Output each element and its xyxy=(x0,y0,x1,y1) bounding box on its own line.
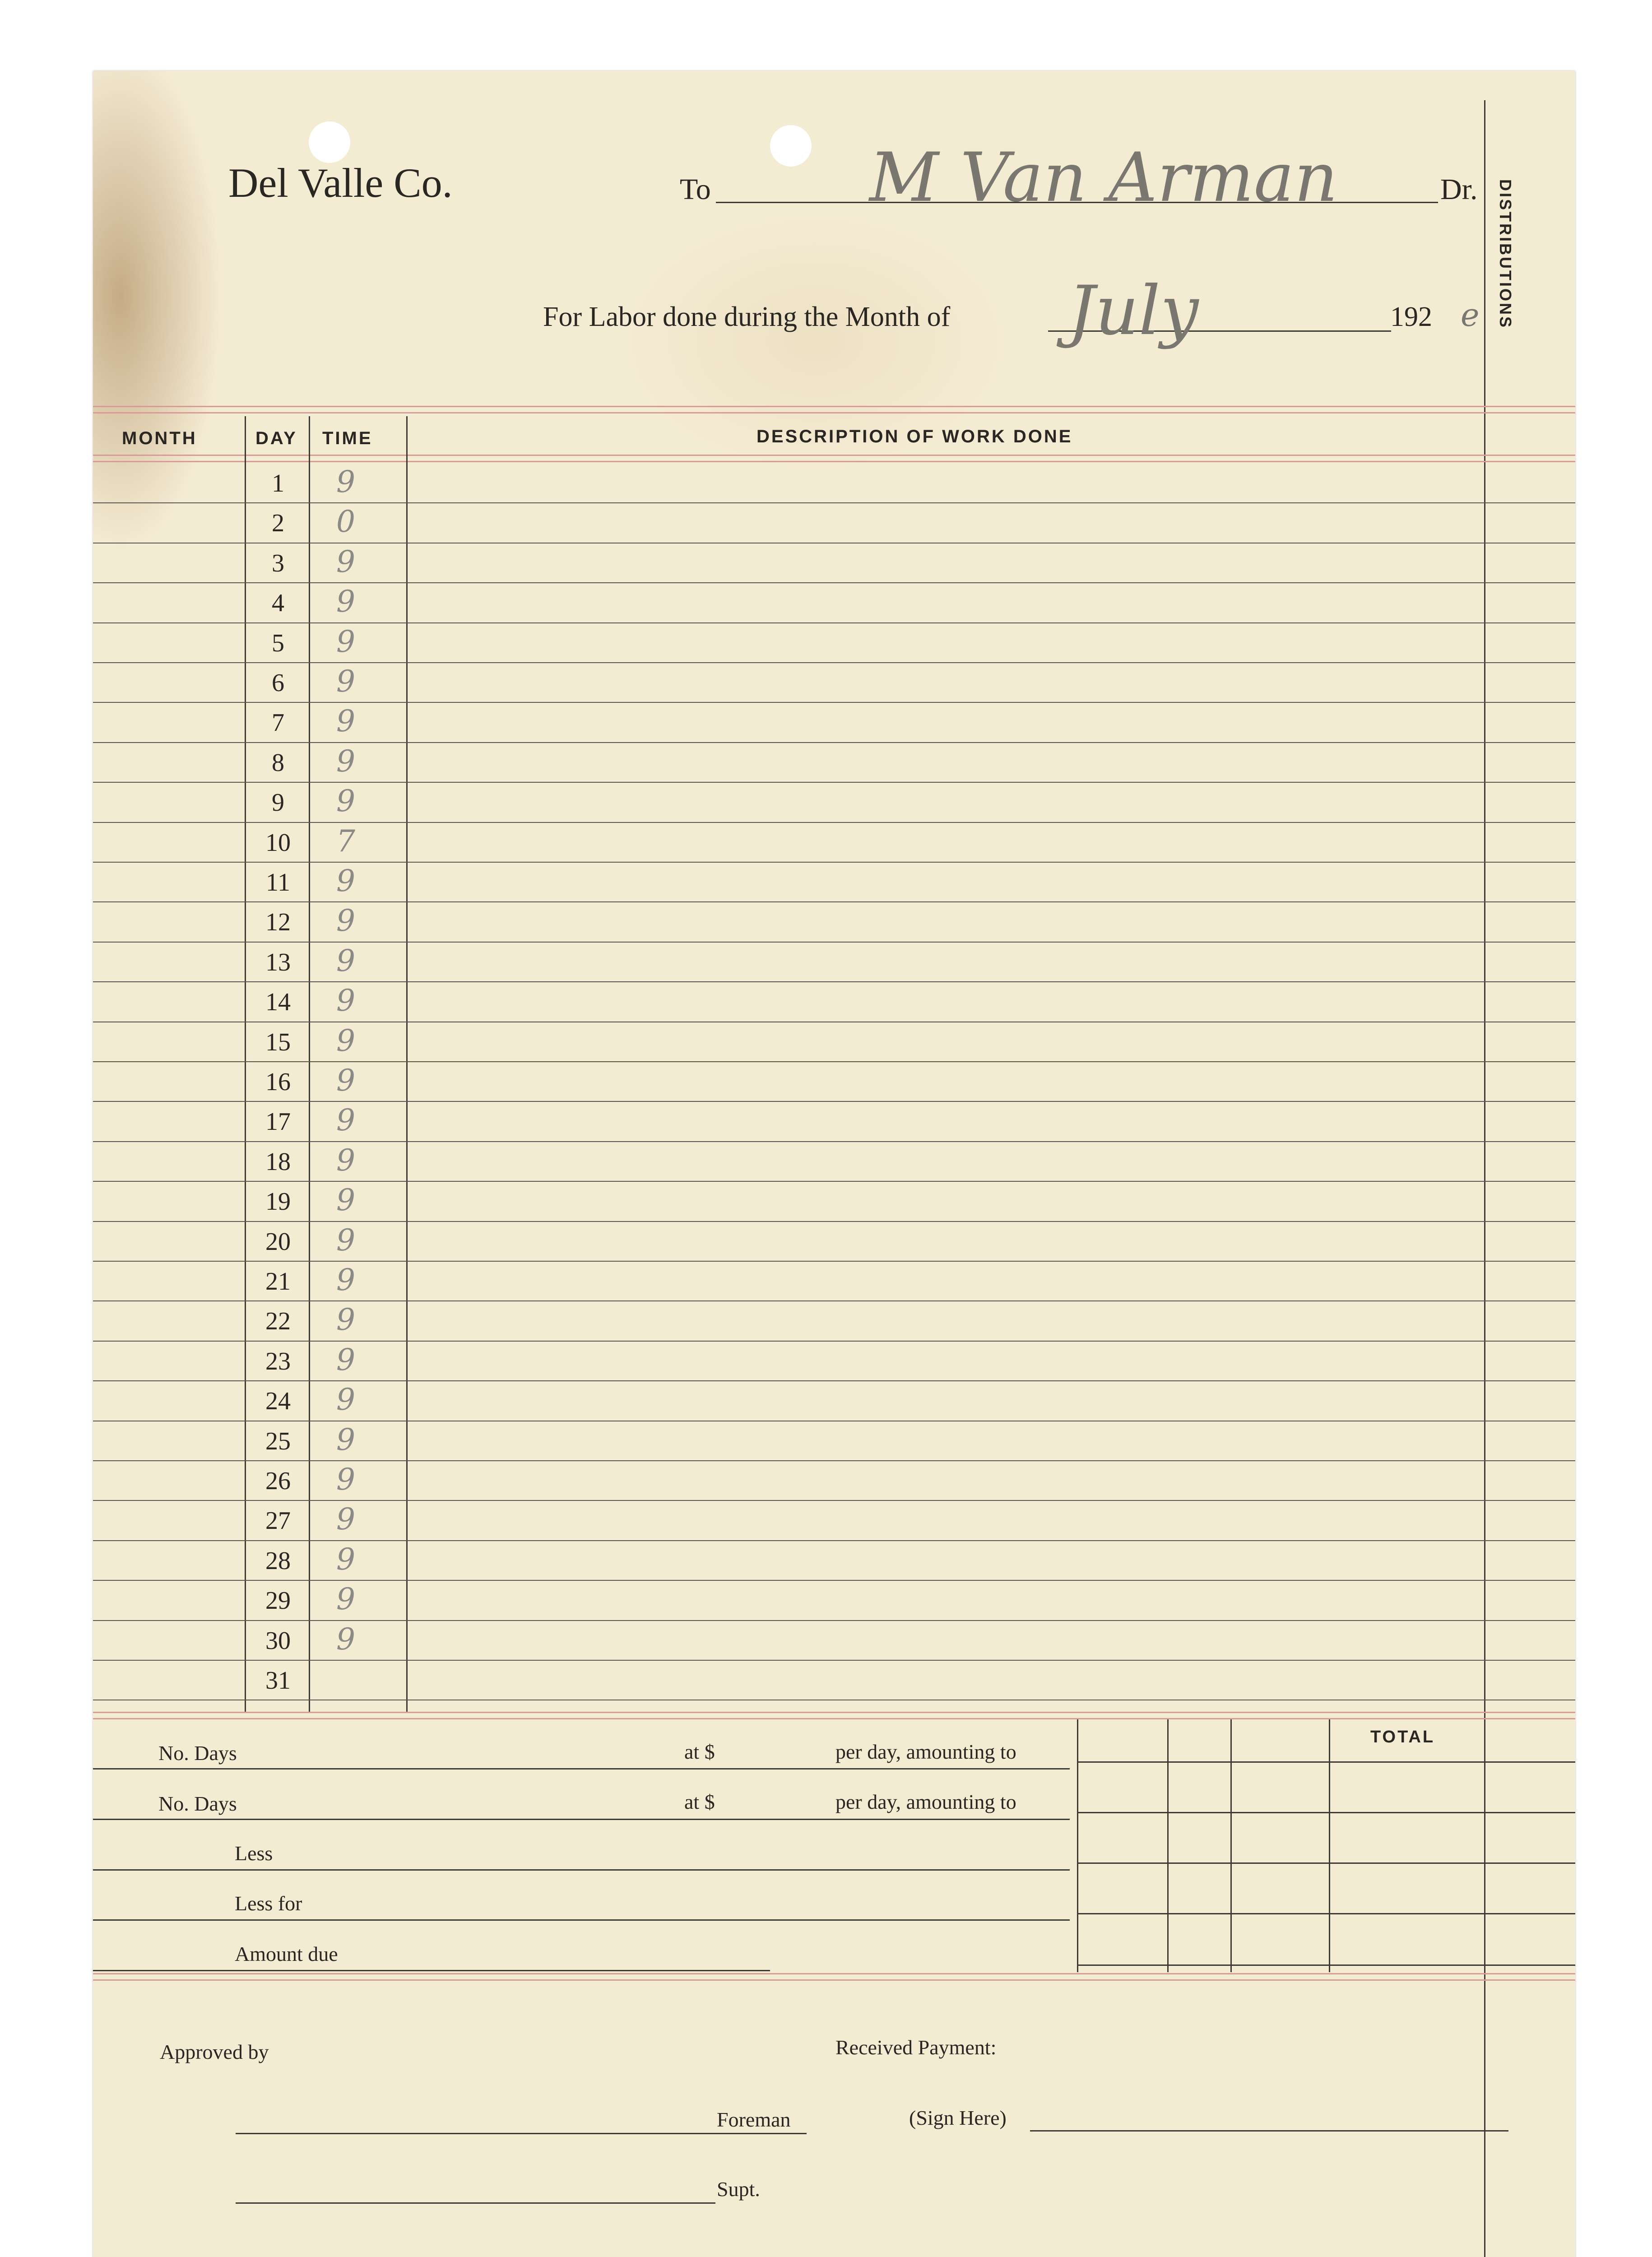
row-rule xyxy=(93,901,1575,902)
row-rule xyxy=(93,782,1575,783)
hours-worked: 9 xyxy=(336,1582,355,1617)
day-number: 1 xyxy=(272,469,284,497)
day-column-divider xyxy=(245,416,246,1712)
day-number: 18 xyxy=(265,1147,291,1176)
amount-col-4 xyxy=(1329,1719,1330,1972)
hours-worked: 9 xyxy=(336,943,355,978)
hours-worked: 9 xyxy=(336,1103,355,1138)
labor-form-sheet xyxy=(93,71,1575,2257)
row-rule xyxy=(93,1261,1575,1262)
row-rule xyxy=(93,1660,1575,1661)
hours-worked: 9 xyxy=(336,1142,355,1178)
hours-worked: 9 xyxy=(336,903,355,938)
red-rule-top-b xyxy=(93,412,1575,413)
header-time: TIME xyxy=(322,428,373,448)
row-rule xyxy=(93,742,1575,743)
amount-col-1 xyxy=(1077,1719,1078,1972)
row-rule xyxy=(93,1500,1575,1501)
day-number: 23 xyxy=(265,1347,291,1375)
hours-worked: 9 xyxy=(336,743,355,779)
hours-worked: 9 xyxy=(336,1502,355,1537)
foreman-signature-line xyxy=(236,2133,807,2134)
day-number: 27 xyxy=(265,1507,291,1535)
row-rule xyxy=(93,1540,1575,1541)
rate-1-label: at $ xyxy=(684,1740,715,1763)
row-rule xyxy=(93,862,1575,863)
amount-line-3 xyxy=(1077,1862,1575,1864)
row-rule xyxy=(93,502,1575,503)
row-rule xyxy=(93,702,1575,703)
day-number: 10 xyxy=(265,828,291,857)
row-rule xyxy=(93,1380,1575,1381)
day-number: 22 xyxy=(265,1307,291,1336)
amount-line-4 xyxy=(1077,1913,1575,1914)
hours-worked: 9 xyxy=(336,1621,355,1657)
day-number: 2 xyxy=(272,509,284,538)
row-rule xyxy=(93,822,1575,823)
dr-label: Dr. xyxy=(1440,173,1478,206)
distributions-rule xyxy=(1484,100,1485,2257)
day-number: 15 xyxy=(265,1028,291,1056)
amount-line-5 xyxy=(1077,1964,1575,1966)
day-number: 16 xyxy=(265,1068,291,1096)
day-number: 7 xyxy=(272,709,284,737)
year-suffix: e xyxy=(1461,297,1480,334)
hours-worked: 9 xyxy=(336,544,355,579)
row-rule xyxy=(93,662,1575,663)
amount-line-1 xyxy=(1077,1761,1575,1763)
row-rule xyxy=(93,1061,1575,1062)
hours-worked: 9 xyxy=(336,1462,355,1497)
year-prefix: 192 xyxy=(1390,302,1432,332)
company-name: Del Valle Co. xyxy=(228,160,453,206)
day-number: 4 xyxy=(272,589,284,618)
time-column-divider xyxy=(309,416,310,1712)
day-number: 17 xyxy=(265,1108,291,1136)
row-rule xyxy=(93,1580,1575,1581)
day-number: 11 xyxy=(266,868,290,896)
row-rule xyxy=(93,981,1575,982)
row-rule xyxy=(93,1460,1575,1461)
hours-worked: 9 xyxy=(336,664,355,699)
day-number: 20 xyxy=(265,1227,291,1256)
approved-by-label: Approved by xyxy=(160,2040,269,2063)
day-number: 19 xyxy=(265,1188,291,1216)
day-number: 25 xyxy=(265,1427,291,1455)
hours-worked: 9 xyxy=(336,1023,355,1058)
row-rule xyxy=(93,1341,1575,1342)
day-number: 6 xyxy=(272,669,284,697)
day-number: 21 xyxy=(265,1268,291,1296)
hours-worked: 9 xyxy=(336,1542,355,1577)
less-for-label: Less for xyxy=(235,1892,302,1915)
day-number: 5 xyxy=(272,629,284,657)
day-number: 14 xyxy=(265,988,291,1017)
hours-worked: 9 xyxy=(336,1222,355,1258)
red-rule-head-a xyxy=(93,455,1575,456)
hours-worked: 9 xyxy=(336,1183,355,1218)
supt-label: Supt. xyxy=(717,2178,760,2201)
received-payment-label: Received Payment: xyxy=(835,2036,997,2059)
row-rule xyxy=(93,1221,1575,1222)
supt-signature-line xyxy=(236,2202,715,2204)
rate-2-label: at $ xyxy=(684,1790,715,1813)
day-number: 29 xyxy=(265,1587,291,1615)
per-day-2-label: per day, amounting to xyxy=(835,1790,1016,1813)
red-rule-footer-b xyxy=(93,1979,1575,1981)
red-rule-summary-a xyxy=(93,1712,1575,1713)
red-rule-summary-b xyxy=(93,1718,1575,1719)
header-description: DESCRIPTION OF WORK DONE xyxy=(756,427,1073,446)
hours-worked: 9 xyxy=(336,464,355,499)
no-days-1-label: No. Days xyxy=(158,1742,237,1765)
distributions-label: DISTRIBUTIONS xyxy=(1496,179,1515,330)
day-number: 12 xyxy=(265,908,291,937)
hours-worked: 9 xyxy=(336,1302,355,1337)
day-number: 30 xyxy=(265,1626,291,1655)
row-rule xyxy=(93,1181,1575,1182)
day-number: 26 xyxy=(265,1467,291,1495)
row-rule xyxy=(93,582,1575,583)
hours-worked: 9 xyxy=(336,983,355,1018)
no-days-2-label: No. Days xyxy=(158,1792,237,1815)
punch-hole-right xyxy=(770,125,812,167)
hours-worked: 9 xyxy=(336,1263,355,1297)
hours-worked: 9 xyxy=(336,584,355,619)
description-column-divider xyxy=(406,416,408,1712)
summary-line-5 xyxy=(93,1970,770,1971)
total-label: TOTAL xyxy=(1370,1728,1435,1746)
amount-col-3 xyxy=(1230,1719,1232,1972)
hours-worked: 9 xyxy=(336,624,355,659)
red-rule-footer-a xyxy=(93,1973,1575,1974)
payment-signature-line xyxy=(1030,2130,1508,2132)
row-rule xyxy=(93,1101,1575,1102)
row-rule xyxy=(93,1300,1575,1301)
hours-worked: 9 xyxy=(336,1342,355,1377)
row-rule xyxy=(93,1141,1575,1142)
less-label: Less xyxy=(235,1842,273,1865)
summary-line-4 xyxy=(93,1919,1070,1921)
row-rule xyxy=(93,622,1575,623)
hours-worked: 9 xyxy=(336,1382,355,1417)
day-number: 3 xyxy=(272,549,284,577)
day-number: 31 xyxy=(265,1667,291,1695)
red-rule-top-a xyxy=(93,406,1575,407)
hours-worked: 7 xyxy=(336,823,355,859)
punch-hole-left xyxy=(309,121,350,163)
sign-here-label: (Sign Here) xyxy=(909,2106,1007,2129)
summary-line-3 xyxy=(93,1869,1070,1871)
summary-line-2 xyxy=(93,1819,1070,1820)
day-number: 8 xyxy=(272,748,284,777)
header-month: MONTH xyxy=(122,428,197,448)
per-day-1-label: per day, amounting to xyxy=(835,1740,1016,1763)
month-label: For Labor done during the Month of xyxy=(543,302,951,332)
day-number: 13 xyxy=(265,948,291,976)
red-rule-head-b xyxy=(93,461,1575,462)
hours-worked: 0 xyxy=(336,504,355,539)
row-rule xyxy=(93,1620,1575,1621)
amount-line-2 xyxy=(1077,1812,1575,1813)
hours-worked: 9 xyxy=(336,1422,355,1457)
summary-line-1 xyxy=(93,1768,1070,1769)
to-label: To xyxy=(680,173,711,206)
header-day: DAY xyxy=(255,428,297,448)
foreman-label: Foreman xyxy=(717,2108,791,2131)
day-number: 9 xyxy=(272,789,284,817)
month-value: July xyxy=(1068,272,1199,350)
to-value: M Van Arman xyxy=(869,139,1338,217)
amount-due-label: Amount due xyxy=(235,1942,338,1965)
day-number: 28 xyxy=(265,1546,291,1575)
row-rule xyxy=(93,942,1575,943)
amount-col-2 xyxy=(1167,1719,1169,1972)
hours-worked: 9 xyxy=(336,864,355,898)
hours-worked: 9 xyxy=(336,784,355,819)
hours-worked: 9 xyxy=(336,1063,355,1098)
day-number: 24 xyxy=(265,1387,291,1416)
hours-worked: 9 xyxy=(336,704,355,739)
